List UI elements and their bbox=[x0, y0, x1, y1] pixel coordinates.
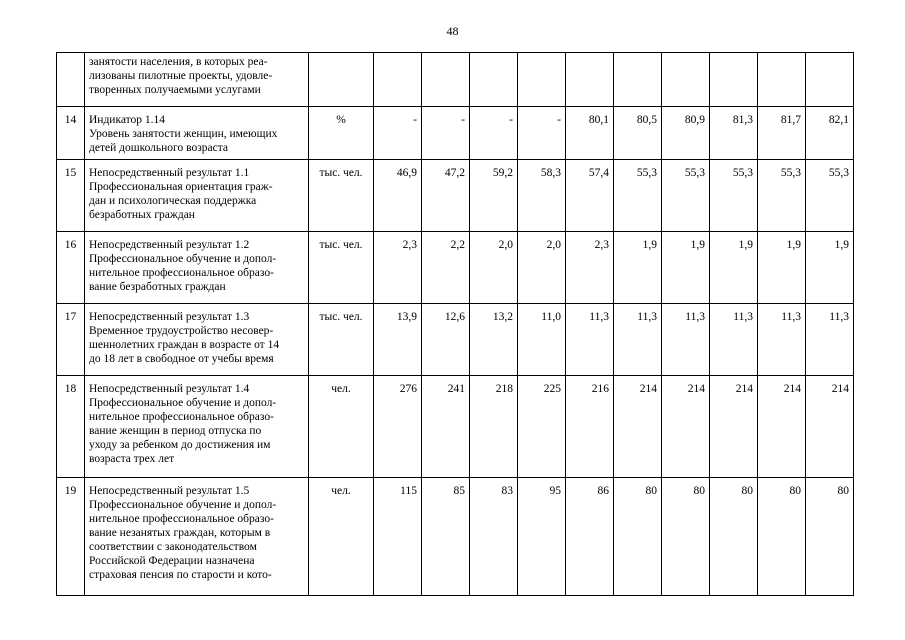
value-cell: 80 bbox=[710, 478, 758, 596]
unit-cell: чел. bbox=[309, 376, 374, 478]
table-body bbox=[57, 53, 854, 596]
value-cell: 2,0 bbox=[470, 232, 518, 304]
indicator-name-line: Уровень занятости женщин, имеющих bbox=[89, 128, 278, 140]
indicator-name-line: Профессиональная ориентация граж- bbox=[89, 181, 273, 193]
value-cell: 1,9 bbox=[614, 232, 662, 304]
indicator-name bbox=[85, 160, 309, 232]
indicator-name-line: нительное профессиональное образо- bbox=[89, 513, 274, 525]
indicator-name-line: соответствии с законодательством bbox=[89, 541, 257, 553]
indicator-name-line: Непосредственный результат 1.5 bbox=[89, 485, 250, 497]
indicator-name-line: лизованы пилотные проекты, удовле- bbox=[89, 70, 273, 82]
indicator-name bbox=[85, 376, 309, 478]
indicator-name-line: безработных граждан bbox=[89, 209, 195, 221]
indicator-name-line: детей дошкольного возраста bbox=[89, 142, 228, 154]
value-cell: 214 bbox=[806, 376, 854, 478]
indicator-name-line: Российской Федерации назначена bbox=[89, 555, 255, 567]
value-cell: 13,2 bbox=[470, 304, 518, 376]
value-cell: 85 bbox=[422, 478, 470, 596]
unit-cell: % bbox=[309, 107, 374, 160]
indicator-name bbox=[85, 107, 309, 160]
value-cell: 46,9 bbox=[374, 160, 422, 232]
value-cell: 13,9 bbox=[374, 304, 422, 376]
value-cell: 216 bbox=[566, 376, 614, 478]
indicator-name bbox=[85, 478, 309, 596]
value-cell: 55,3 bbox=[662, 160, 710, 232]
value-cell: 81,7 bbox=[758, 107, 806, 160]
row-number: 14 bbox=[57, 107, 85, 160]
indicator-name-line: Временное трудоустройство несовер- bbox=[89, 325, 274, 337]
indicator-name-line: Профессиональное обучение и допол- bbox=[89, 397, 277, 409]
indicator-name-line: Профессиональное обучение и допол- bbox=[89, 499, 277, 511]
indicator-name-line: уходу за ребенком до достижения им bbox=[89, 439, 271, 451]
value-cell: 214 bbox=[662, 376, 710, 478]
row-number bbox=[57, 53, 85, 107]
value-cell bbox=[470, 53, 518, 107]
indicator-name-line: творенных получаемыми услугами bbox=[89, 84, 261, 96]
table-row bbox=[57, 376, 854, 478]
value-cell: - bbox=[374, 107, 422, 160]
value-cell: 276 bbox=[374, 376, 422, 478]
value-cell: 82,1 bbox=[806, 107, 854, 160]
indicator-name-line: нительное профессиональное образо- bbox=[89, 411, 274, 423]
value-cell: 12,6 bbox=[422, 304, 470, 376]
indicator-name bbox=[85, 53, 309, 107]
value-cell: 81,3 bbox=[710, 107, 758, 160]
value-cell: 11,3 bbox=[614, 304, 662, 376]
indicator-name-line: вание безработных граждан bbox=[89, 281, 226, 293]
indicator-name-line: до 18 лет в свободное от учебы время bbox=[89, 353, 274, 365]
value-cell bbox=[518, 53, 566, 107]
value-cell: - bbox=[422, 107, 470, 160]
table-row bbox=[57, 53, 854, 107]
table-row bbox=[57, 478, 854, 596]
value-cell: 2,0 bbox=[518, 232, 566, 304]
value-cell bbox=[566, 53, 614, 107]
indicator-name-line: нительное профессиональное образо- bbox=[89, 267, 274, 279]
page-number: 48 bbox=[446, 24, 459, 38]
unit-cell bbox=[309, 53, 374, 107]
value-cell: 214 bbox=[614, 376, 662, 478]
value-cell: 83 bbox=[470, 478, 518, 596]
value-cell bbox=[422, 53, 470, 107]
value-cell: 2,3 bbox=[374, 232, 422, 304]
value-cell: 11,3 bbox=[806, 304, 854, 376]
indicator-name-line: занятости населения, в которых реа- bbox=[89, 56, 268, 68]
indicator-name-line: Непосредственный результат 1.2 bbox=[89, 239, 250, 251]
value-cell: 2,3 bbox=[566, 232, 614, 304]
value-cell: 80 bbox=[662, 478, 710, 596]
row-number: 15 bbox=[57, 160, 85, 232]
value-cell: 11,0 bbox=[518, 304, 566, 376]
value-cell: 115 bbox=[374, 478, 422, 596]
value-cell: 1,9 bbox=[806, 232, 854, 304]
value-cell: 58,3 bbox=[518, 160, 566, 232]
value-cell bbox=[806, 53, 854, 107]
value-cell: 1,9 bbox=[710, 232, 758, 304]
table-row bbox=[57, 232, 854, 304]
row-number: 17 bbox=[57, 304, 85, 376]
indicator-name bbox=[85, 232, 309, 304]
value-cell: 225 bbox=[518, 376, 566, 478]
indicator-name-line: страховая пенсия по старости и кото- bbox=[89, 569, 272, 581]
value-cell: 47,2 bbox=[422, 160, 470, 232]
value-cell: 241 bbox=[422, 376, 470, 478]
indicator-name-line: Непосредственный результат 1.4 bbox=[89, 383, 250, 395]
value-cell: 1,9 bbox=[758, 232, 806, 304]
row-number: 16 bbox=[57, 232, 85, 304]
value-cell: 55,3 bbox=[758, 160, 806, 232]
indicator-name-line: Индикатор 1.14 bbox=[89, 114, 166, 126]
value-cell: 214 bbox=[710, 376, 758, 478]
value-cell: 80,9 bbox=[662, 107, 710, 160]
value-cell: 80 bbox=[614, 478, 662, 596]
value-cell: 95 bbox=[518, 478, 566, 596]
unit-cell: тыс. чел. bbox=[309, 304, 374, 376]
value-cell: 57,4 bbox=[566, 160, 614, 232]
indicator-name-line: вание незанятых граждан, которым в bbox=[89, 527, 271, 539]
indicator-name-line: шеннолетних граждан в возрасте от 14 bbox=[89, 339, 280, 351]
value-cell bbox=[374, 53, 422, 107]
indicator-name bbox=[85, 304, 309, 376]
indicator-name-line: дан и психологическая поддержка bbox=[89, 195, 257, 207]
value-cell: 218 bbox=[470, 376, 518, 478]
value-cell bbox=[758, 53, 806, 107]
indicator-name-line: Профессиональное обучение и допол- bbox=[89, 253, 277, 265]
unit-cell: чел. bbox=[309, 478, 374, 596]
value-cell: 55,3 bbox=[710, 160, 758, 232]
value-cell: 11,3 bbox=[710, 304, 758, 376]
table-row bbox=[57, 107, 854, 160]
value-cell: 214 bbox=[758, 376, 806, 478]
value-cell: 55,3 bbox=[806, 160, 854, 232]
value-cell: 55,3 bbox=[614, 160, 662, 232]
table-row bbox=[57, 304, 854, 376]
indicator-name-line: вание женщин в период отпуска по bbox=[89, 425, 262, 437]
table-row bbox=[57, 160, 854, 232]
value-cell bbox=[710, 53, 758, 107]
value-cell: 80,1 bbox=[566, 107, 614, 160]
value-cell: 80 bbox=[806, 478, 854, 596]
value-cell: 86 bbox=[566, 478, 614, 596]
value-cell: 11,3 bbox=[662, 304, 710, 376]
unit-cell: тыс. чел. bbox=[309, 232, 374, 304]
value-cell bbox=[662, 53, 710, 107]
value-cell: 1,9 bbox=[662, 232, 710, 304]
value-cell bbox=[614, 53, 662, 107]
indicator-name-line: Непосредственный результат 1.3 bbox=[89, 311, 250, 323]
value-cell: - bbox=[470, 107, 518, 160]
value-cell: 11,3 bbox=[566, 304, 614, 376]
value-cell: 2,2 bbox=[422, 232, 470, 304]
indicator-name-line: возраста трех лет bbox=[89, 453, 175, 465]
value-cell: 80 bbox=[758, 478, 806, 596]
value-cell: 11,3 bbox=[758, 304, 806, 376]
indicators-table bbox=[56, 52, 854, 596]
unit-cell: тыс. чел. bbox=[309, 160, 374, 232]
row-number: 19 bbox=[57, 478, 85, 596]
value-cell: 80,5 bbox=[614, 107, 662, 160]
value-cell: - bbox=[518, 107, 566, 160]
indicator-name-line: Непосредственный результат 1.1 bbox=[89, 167, 250, 179]
row-number: 18 bbox=[57, 376, 85, 478]
value-cell: 59,2 bbox=[470, 160, 518, 232]
